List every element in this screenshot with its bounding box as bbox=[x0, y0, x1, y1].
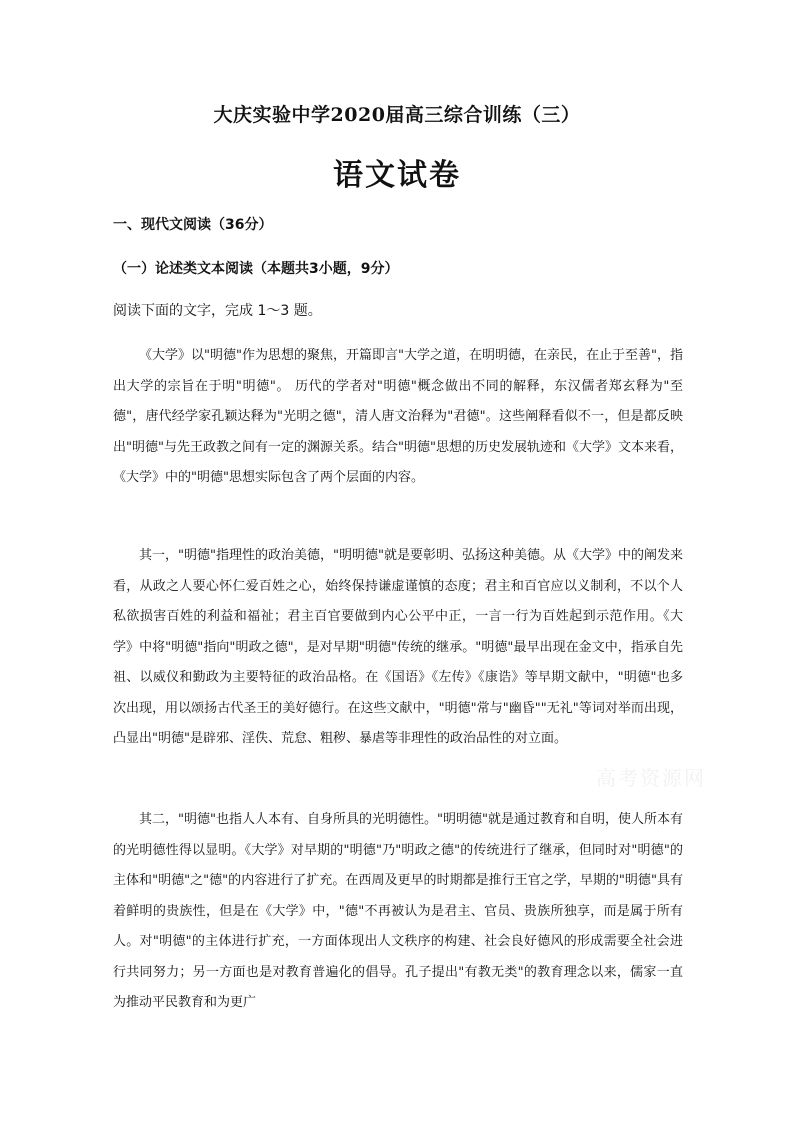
school-title: 大庆实验中学2020届高三综合训练（三） bbox=[213, 104, 581, 126]
passage-paragraph-1: 《大学》以"明德"作为思想的聚焦，开篇即言"大学之道，在明明德，在亲民，在止于至善"，指出大学的宗旨在于明"明德"。 历代的学者对"明德"概念做出不同的解释，东汉儒者郑玄释为"至德"，唐代经学家孔颖达释为"光明之德"，清人唐文治释为"君德"。这些阐释看似不一，但是都反映出"明德"与先王政教之间有一定的渊源关系。结合"明德"思想的历史发展轨迹和《大学》文本来看，《大学》中的"明德"思想实际包含了两个层面的内容。 bbox=[113, 348, 683, 485]
section-heading-modern-reading: 一、现代文阅读（36分） bbox=[113, 217, 273, 233]
passage-paragraph-2: 其一，"明德"指理性的政治美德，"明明德"就是要彰明、弘扬这种美德。从《大学》中的阐发来看，从政之人要心怀仁爱百姓之心，始终保持谦虚谨慎的态度；君主和百官应以义制利，不以个人私欲损害百姓的利益和福祉；君主百官要做到内心公平中正，一言一行为百姓起到示范作用。《大学》中将"明德"指向"明政之德"，是对早期"明德"传统的继承。"明德"最早出现在金文中，指承自先祖、以威仪和勤政为主要特征的政治品格。在《国语》《左传》《康诰》等早期文献中，"明德"也多次出现，用以颂扬古代圣王的美好德行。在这些文献中，"明德"常与"幽昏""无礼"等词对举而出现，凸显出"明德"是辟邪、淫佚、荒怠、粗秽、暴虐等非理性的政治品性的对立面。 bbox=[113, 548, 683, 746]
passage-paragraph-3: 其二，"明德"也指人人本有、自身所具的光明德性。"明明德"就是通过教育和自明，使人所本有的光明德性得以显明。《大学》对早期的"明德"乃"明政之德"的传统进行了继承，但同时对"明德"的主体和"明德"之"德"的内容进行了扩充。在西周及更早的时期都是推行王官之学，早期的"明德"具有着鲜明的贵族性，但是在《大学》中，"德"不再被认为是君主、官员、贵族所独享，而是属于所有人。对"明德"的主体进行扩充，一方面体现出人文秩序的构建、社会良好德风的形成需要全社会进行共同努力；另一方面也是对教育普遍化的倡导。孔子提出"有教无类"的教育理念以来，儒家一直为推动平民教育和为更广 bbox=[113, 812, 683, 1010]
reading-instruction: 阅读下面的文字，完成 1～3 题。 bbox=[113, 303, 322, 319]
watermark: 高考资源网 bbox=[596, 766, 706, 790]
paper-title: 语文试卷 bbox=[333, 158, 461, 193]
subsection-heading-argumentative: （一）论述类文本阅读（本题共3小题，9分） bbox=[113, 261, 399, 277]
